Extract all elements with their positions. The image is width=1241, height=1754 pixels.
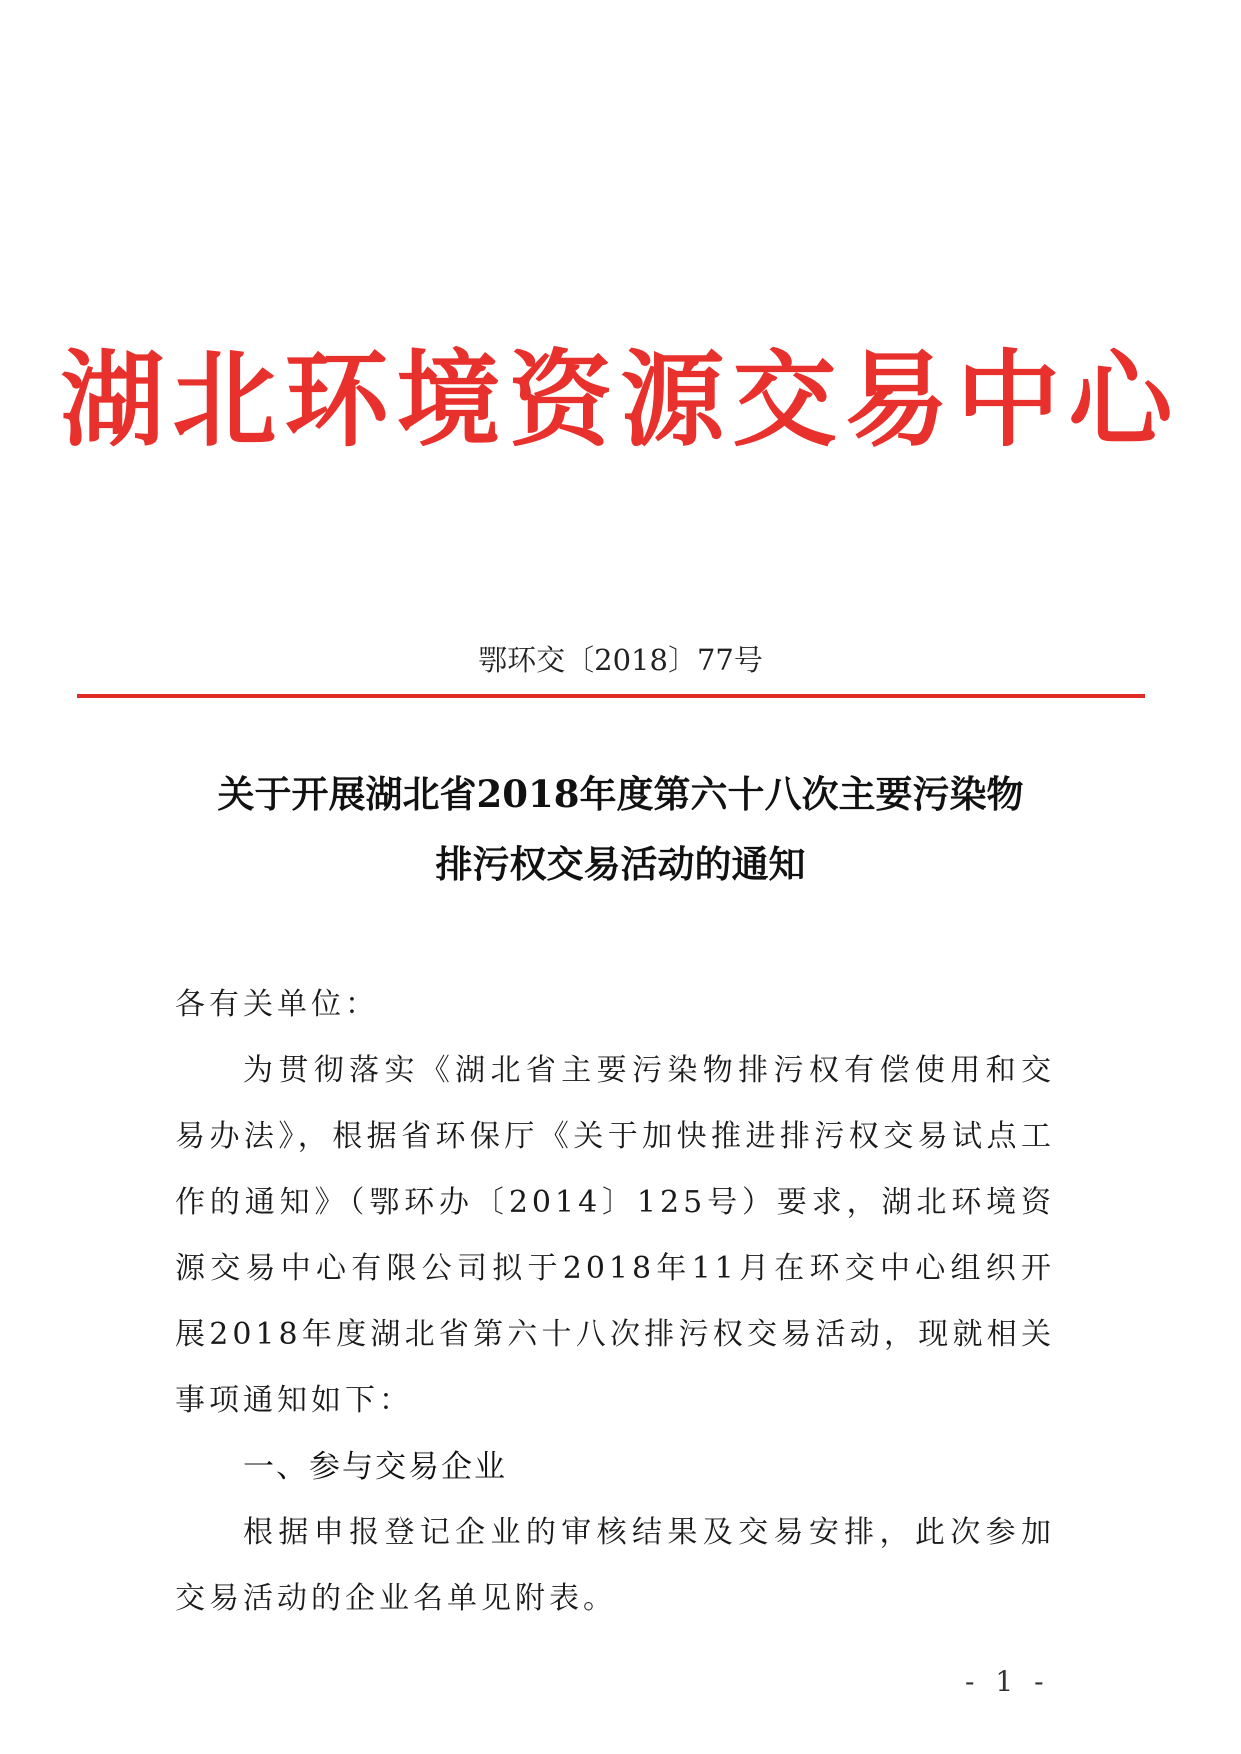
notice-title-line-1: 关于开展湖北省2018年度第六十八次主要污染物: [217, 772, 1024, 816]
body-paragraph-2: 根据申报登记企业的审核结果及交易安排，此次参加交易活动的企业名单见附表。: [175, 1515, 1055, 1616]
body-paragraph-1: 为贯彻落实《湖北省主要污染物排污权有偿使用和交易办法》，根据省环保厅《关于加快推进排污权交易试点工作的通知》（鄂环办〔2014〕125号）要求，湖北环境资源交易中心有限公司拟于2018年11月在环交中心组织开展2018年度湖北省第六十八次排污权交易活动，现就相关事项通知如下：: [175, 1053, 1055, 1418]
red-divider-line: [77, 694, 1145, 698]
salutation: 各有关单位：: [175, 987, 379, 1022]
organization-masthead: 湖北环境资源交易中心: [60, 339, 1181, 461]
notice-title-line-2: 排污权交易活动的通知: [435, 842, 806, 886]
section-heading-1: 一、参与交易企业: [243, 1449, 507, 1485]
document-number: 鄂环交〔2018〕77号: [478, 643, 763, 677]
page-number: - 1 -: [965, 1665, 1050, 1698]
